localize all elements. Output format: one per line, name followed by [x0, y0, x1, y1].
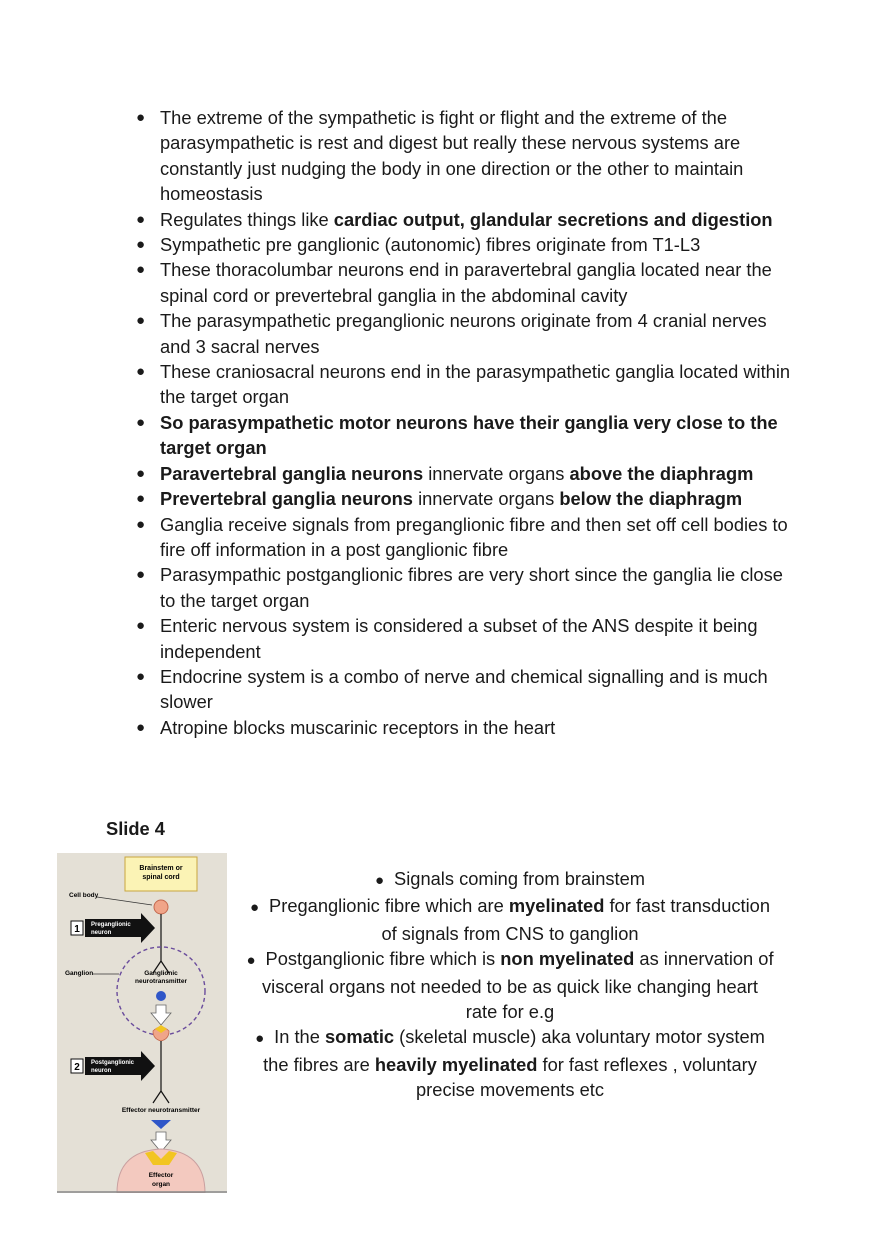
step1-label-2: neuron — [91, 930, 112, 936]
slide-side-notes — [244, 866, 776, 1103]
ganglionic-nt-label-1: Ganglionic — [144, 970, 178, 977]
notes-bullet-list — [136, 105, 796, 740]
bullet-item — [136, 715, 796, 740]
effector-nt-label: Effector neurotransmitter — [121, 1107, 201, 1114]
bold-text: myelinated — [508, 895, 605, 917]
bullet-dot-icon: ● — [255, 1030, 265, 1048]
bullet-item — [136, 486, 796, 511]
bold-text: somatic — [324, 1026, 395, 1048]
text-run: Regulates things like — [160, 208, 334, 230]
bullet-item — [136, 257, 796, 308]
bold-text: below the diaphragm — [559, 488, 743, 510]
step1-label-1: Preganglionic — [91, 922, 131, 928]
text-run: as innervation of visceral organs not needed to be as quick like changing heart rate for e.g — [262, 948, 774, 1023]
text-run: Atropine blocks muscarinic receptors in the heart — [160, 716, 556, 738]
effector-organ-label-1: Effector — [148, 1172, 174, 1179]
text-run: Endocrine system is a combo of nerve and chemical signalling and is much slower — [160, 665, 768, 713]
text-run: These craniosacral neurons end in the parasympathetic ganglia located within the target organ — [160, 361, 791, 408]
step2-label-1: Postganglionic — [91, 1060, 135, 1066]
text-run: Parasympathic postganglionic fibres are very short since the ganglia lie close to the target organ — [160, 564, 783, 611]
text-run: In the — [274, 1026, 325, 1048]
text-run: These thoracolumbar neurons end in paravertebral ganglia located near the spinal cord or prevertebral ganglia in the abdominal cavity — [160, 259, 772, 306]
bullet-item — [136, 359, 796, 410]
ganglion-label: Ganglion — [65, 970, 94, 977]
bold-text: above the diaphragm — [569, 462, 754, 484]
side-note-item — [244, 866, 776, 893]
side-note-item — [244, 946, 776, 1024]
bullet-item — [136, 308, 796, 359]
bullet-dot-icon: ● — [249, 899, 260, 917]
bullet-item — [136, 410, 796, 461]
step1-number: 1 — [74, 924, 80, 935]
step2-label-2: neuron — [91, 1068, 112, 1074]
text-run: for fast reflexes , voluntary precise movements etc — [416, 1053, 757, 1101]
cell-body-label: Cell body — [69, 892, 99, 899]
text-run: innervate organs — [423, 462, 570, 484]
bold-text: Prevertebral ganglia neurons — [160, 488, 413, 510]
effector-organ-label-2: organ — [151, 1181, 171, 1188]
step2-number: 2 — [74, 1062, 80, 1073]
text-run: (skeletal muscle) aka voluntary motor system the fibres are — [263, 1026, 765, 1075]
cell-body-circle — [154, 900, 168, 914]
brainstem-label-2: spinal cord — [142, 874, 180, 881]
bullet-item — [136, 613, 796, 664]
text-run: Signals coming from brainstem — [394, 868, 646, 889]
bullet-item — [136, 461, 796, 486]
text-run: The parasympathetic preganglionic neurons originate from 4 cranial nerves and 3 sacral nerves — [160, 310, 767, 357]
bullet-dot-icon: ● — [374, 872, 385, 889]
text-run: Postganglionic fibre which is — [265, 948, 501, 970]
slide-heading: Slide 4 — [106, 818, 165, 839]
bullet-dot-icon: ● — [246, 952, 256, 970]
bold-text: cardiac output, glandular secretions and digestion — [333, 208, 773, 230]
bullet-item — [136, 562, 796, 613]
side-note-item — [244, 1024, 776, 1102]
text-run: The extreme of the sympathetic is fight or flight and the extreme of the parasympathetic is rest and digest but really these nervous systems are constantly just nudging the body in one direction or the other to maintain homeostasis — [160, 107, 744, 205]
bullet-item — [136, 512, 796, 563]
bullet-item — [136, 664, 796, 715]
text-run: Ganglia receive signals from preganglionic fibre and then set off cell bodies to fire off information in a post ganglionic fibre — [160, 513, 788, 560]
bullet-item — [136, 105, 796, 207]
bold-text: non myelinated — [500, 948, 635, 970]
figure-panel — [57, 853, 227, 1193]
autonomic-pathway-figure — [57, 853, 227, 1193]
text-run: innervate organs — [412, 488, 560, 510]
brainstem-label-1: Brainstem or — [139, 865, 183, 872]
ganglionic-nt-label-2: neurotransmitter — [134, 978, 188, 985]
side-note-item — [244, 893, 776, 946]
ganglionic-nt-dot — [156, 991, 166, 1001]
text-run: Enteric nervous system is considered a subset of the ANS despite it being independent — [160, 615, 758, 662]
figure-svg — [57, 853, 227, 1193]
text-run: for fast transduction of signals from CNS to ganglion — [381, 895, 771, 944]
bold-text: heavily myelinated — [374, 1053, 538, 1075]
bold-text: Paravertebral ganglia neurons — [160, 462, 424, 484]
text-run: Sympathetic pre ganglionic (autonomic) fibres originate from T1-L3 — [160, 234, 701, 256]
bullet-item — [136, 232, 796, 257]
bullet-item — [136, 207, 796, 232]
text-run: Preganglionic fibre which are — [269, 895, 509, 917]
bold-text: So parasympathetic motor neurons have their ganglia very close to the target organ — [160, 411, 778, 459]
